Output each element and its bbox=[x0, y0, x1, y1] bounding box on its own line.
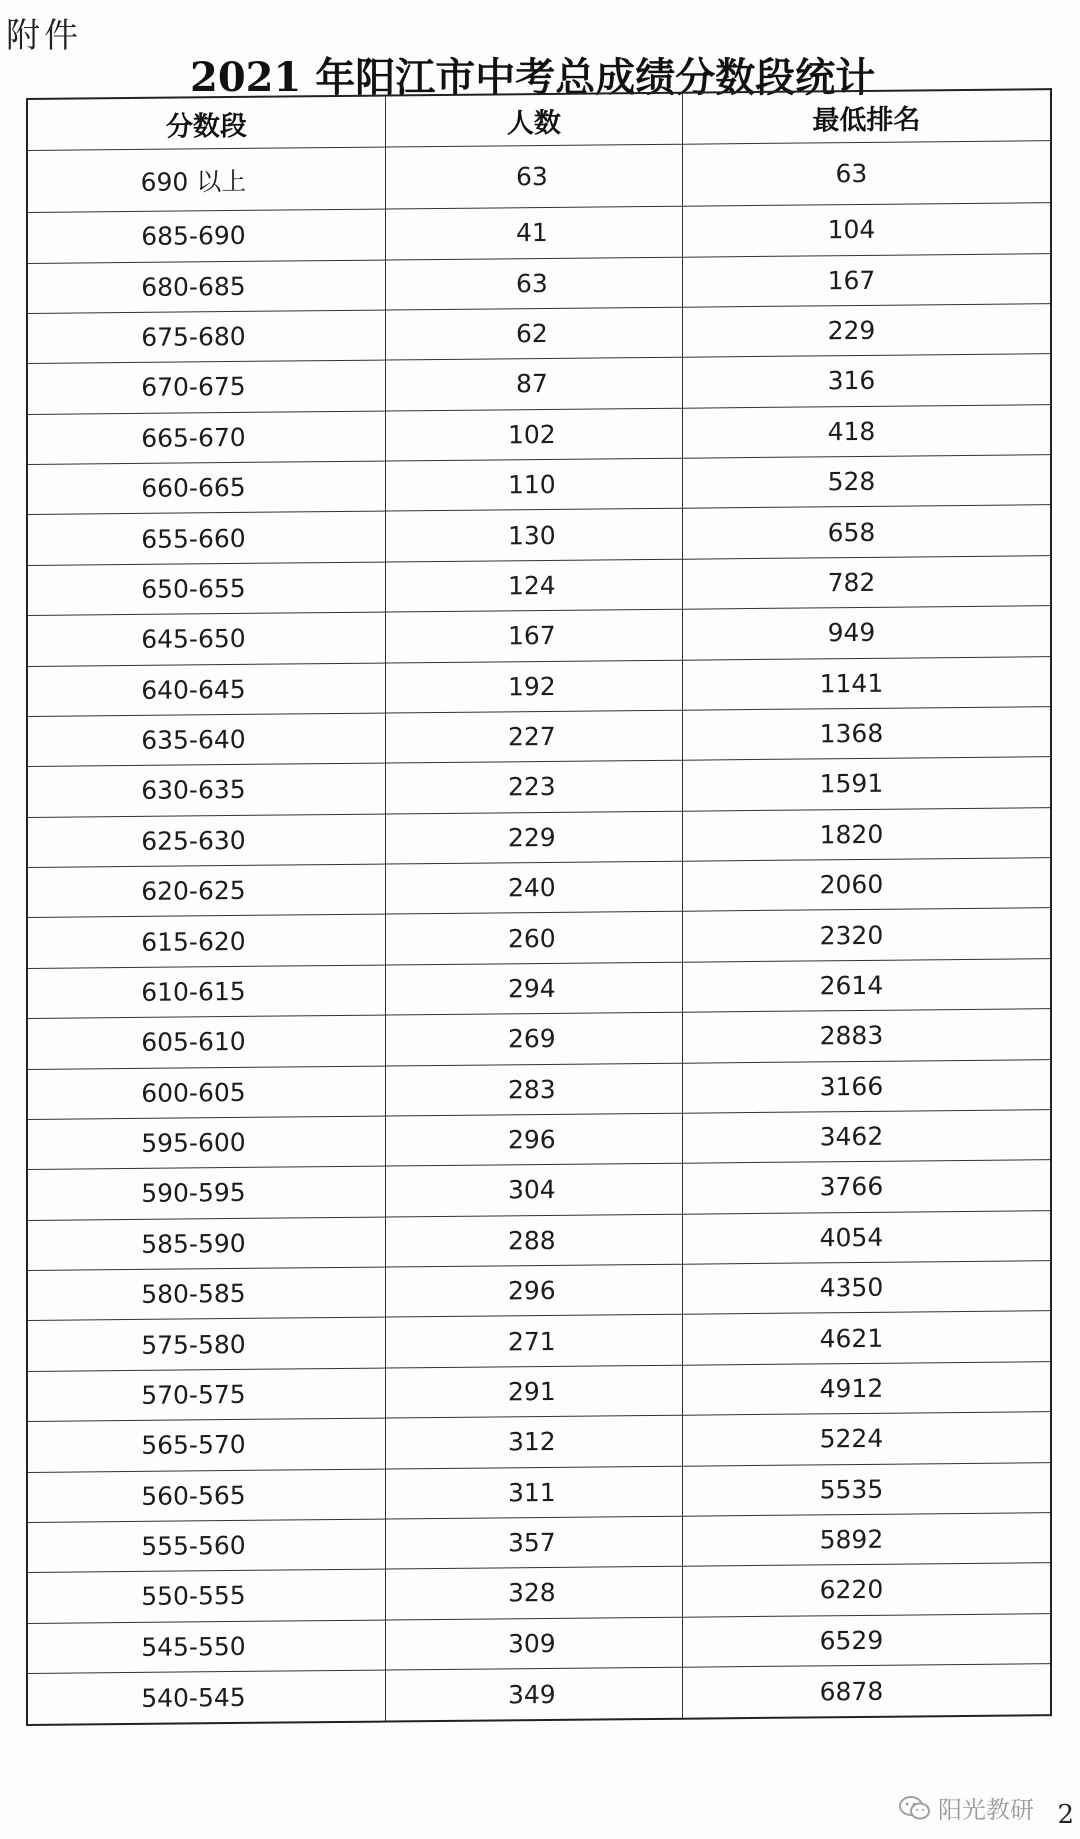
lowest-rank-cell: 5224 bbox=[682, 1412, 1051, 1466]
score-range-cell: 615-620 bbox=[27, 914, 385, 968]
score-range-cell: 620-625 bbox=[27, 864, 385, 918]
score-range-cell: 670-675 bbox=[27, 360, 385, 414]
lowest-rank-cell: 3462 bbox=[682, 1110, 1051, 1164]
count-cell: 110 bbox=[385, 458, 682, 511]
score-range-cell: 665-670 bbox=[27, 411, 385, 465]
column-header-lowest-rank: 最低排名 bbox=[682, 89, 1051, 144]
score-range-cell: 580-585 bbox=[27, 1267, 385, 1321]
count-cell: 87 bbox=[385, 357, 682, 410]
count-cell: 227 bbox=[385, 710, 682, 763]
score-range-cell: 585-590 bbox=[27, 1217, 385, 1271]
lowest-rank-cell: 2614 bbox=[682, 958, 1051, 1012]
score-range-cell: 545-550 bbox=[27, 1620, 385, 1674]
lowest-rank-cell: 63 bbox=[682, 141, 1051, 207]
count-cell: 296 bbox=[385, 1264, 682, 1317]
lowest-rank-cell: 2320 bbox=[682, 908, 1051, 962]
count-cell: 192 bbox=[385, 660, 682, 713]
lowest-rank-cell: 2060 bbox=[682, 858, 1051, 912]
score-range-cell: 630-635 bbox=[27, 763, 385, 817]
count-cell: 229 bbox=[385, 811, 682, 864]
lowest-rank-cell: 3766 bbox=[682, 1160, 1051, 1214]
lowest-rank-cell: 167 bbox=[682, 253, 1051, 307]
count-cell: 294 bbox=[385, 962, 682, 1015]
lowest-rank-cell: 1591 bbox=[682, 757, 1051, 811]
lowest-rank-cell: 4912 bbox=[682, 1361, 1051, 1415]
watermark bbox=[898, 1790, 1034, 1825]
lowest-rank-cell: 6878 bbox=[682, 1664, 1051, 1719]
count-cell: 304 bbox=[385, 1163, 682, 1216]
score-range-cell: 685-690 bbox=[27, 209, 385, 263]
count-cell: 309 bbox=[385, 1617, 682, 1670]
score-range-cell: 610-615 bbox=[27, 965, 385, 1019]
count-cell: 63 bbox=[385, 257, 682, 310]
table-body bbox=[27, 141, 1051, 1725]
score-range-cell: 635-640 bbox=[27, 713, 385, 767]
lowest-rank-cell: 3166 bbox=[682, 1059, 1051, 1113]
score-range-cell: 590-595 bbox=[27, 1166, 385, 1220]
column-header-score-range: 分数段 bbox=[27, 96, 385, 151]
score-range-cell: 645-650 bbox=[27, 612, 385, 666]
count-cell: 240 bbox=[385, 861, 682, 914]
lowest-rank-cell: 5535 bbox=[682, 1462, 1051, 1516]
count-cell: 223 bbox=[385, 760, 682, 813]
column-header-count: 人数 bbox=[385, 93, 682, 147]
table-row bbox=[27, 141, 1051, 213]
table-row bbox=[27, 1664, 1051, 1725]
count-cell: 288 bbox=[385, 1214, 682, 1267]
score-range-cell: 560-565 bbox=[27, 1469, 385, 1523]
score-range-cell: 605-610 bbox=[27, 1015, 385, 1069]
lowest-rank-cell: 949 bbox=[682, 606, 1051, 660]
attachment-label: 附件 bbox=[6, 16, 82, 56]
lowest-rank-cell: 418 bbox=[682, 404, 1051, 458]
score-distribution-table bbox=[26, 88, 1052, 1726]
count-cell: 357 bbox=[385, 1516, 682, 1569]
count-cell: 291 bbox=[385, 1365, 682, 1418]
count-cell: 312 bbox=[385, 1415, 682, 1468]
score-range-cell: 575-580 bbox=[27, 1317, 385, 1371]
score-range-cell: 555-560 bbox=[27, 1519, 385, 1573]
score-range-cell: 650-655 bbox=[27, 562, 385, 616]
lowest-rank-cell: 1820 bbox=[682, 807, 1051, 861]
count-cell: 62 bbox=[385, 307, 682, 360]
count-cell: 41 bbox=[385, 206, 682, 259]
lowest-rank-cell: 2883 bbox=[682, 1009, 1051, 1063]
score-range-cell: 640-645 bbox=[27, 663, 385, 717]
score-range-cell: 690 以上 bbox=[27, 147, 385, 213]
score-range-cell: 565-570 bbox=[27, 1418, 385, 1472]
lowest-rank-cell: 5892 bbox=[682, 1513, 1051, 1567]
score-range-cell: 550-555 bbox=[27, 1569, 385, 1623]
count-cell: 328 bbox=[385, 1566, 682, 1619]
lowest-rank-cell: 104 bbox=[682, 203, 1051, 257]
score-range-cell: 660-665 bbox=[27, 461, 385, 515]
score-range-cell: 600-605 bbox=[27, 1066, 385, 1120]
score-range-cell: 625-630 bbox=[27, 814, 385, 868]
lowest-rank-cell: 6220 bbox=[682, 1563, 1051, 1617]
count-cell: 167 bbox=[385, 609, 682, 662]
score-range-cell: 540-545 bbox=[27, 1670, 385, 1725]
score-range-cell: 570-575 bbox=[27, 1368, 385, 1422]
wechat-icon bbox=[898, 1795, 932, 1821]
count-cell: 102 bbox=[385, 408, 682, 461]
score-range-cell: 595-600 bbox=[27, 1116, 385, 1170]
count-cell: 124 bbox=[385, 559, 682, 612]
lowest-rank-cell: 6529 bbox=[682, 1613, 1051, 1667]
lowest-rank-cell: 4350 bbox=[682, 1261, 1051, 1315]
count-cell: 271 bbox=[385, 1315, 682, 1368]
count-cell: 311 bbox=[385, 1466, 682, 1519]
lowest-rank-cell: 1368 bbox=[682, 707, 1051, 761]
watermark-text: 阳光教研 bbox=[938, 1796, 1034, 1824]
lowest-rank-cell: 316 bbox=[682, 354, 1051, 408]
count-cell: 269 bbox=[385, 1012, 682, 1065]
score-range-cell: 655-660 bbox=[27, 511, 385, 565]
lowest-rank-cell: 4054 bbox=[682, 1210, 1051, 1264]
lowest-rank-cell: 1141 bbox=[682, 656, 1051, 710]
count-cell: 283 bbox=[385, 1063, 682, 1116]
lowest-rank-cell: 658 bbox=[682, 505, 1051, 559]
count-cell: 130 bbox=[385, 509, 682, 562]
count-cell: 296 bbox=[385, 1113, 682, 1166]
lowest-rank-cell: 229 bbox=[682, 304, 1051, 358]
lowest-rank-cell: 782 bbox=[682, 555, 1051, 609]
score-range-cell: 675-680 bbox=[27, 310, 385, 364]
score-range-cell: 680-685 bbox=[27, 260, 385, 314]
score-table-container bbox=[26, 88, 1052, 1726]
lowest-rank-cell: 528 bbox=[682, 455, 1051, 509]
count-cell: 260 bbox=[385, 912, 682, 965]
lowest-rank-cell: 4621 bbox=[682, 1311, 1051, 1365]
page-number: 2 bbox=[1057, 1800, 1074, 1830]
count-cell: 63 bbox=[385, 144, 682, 209]
document-title: 2021 年阳江市中考总成绩分数段统计 bbox=[190, 54, 876, 101]
count-cell: 349 bbox=[385, 1667, 682, 1721]
